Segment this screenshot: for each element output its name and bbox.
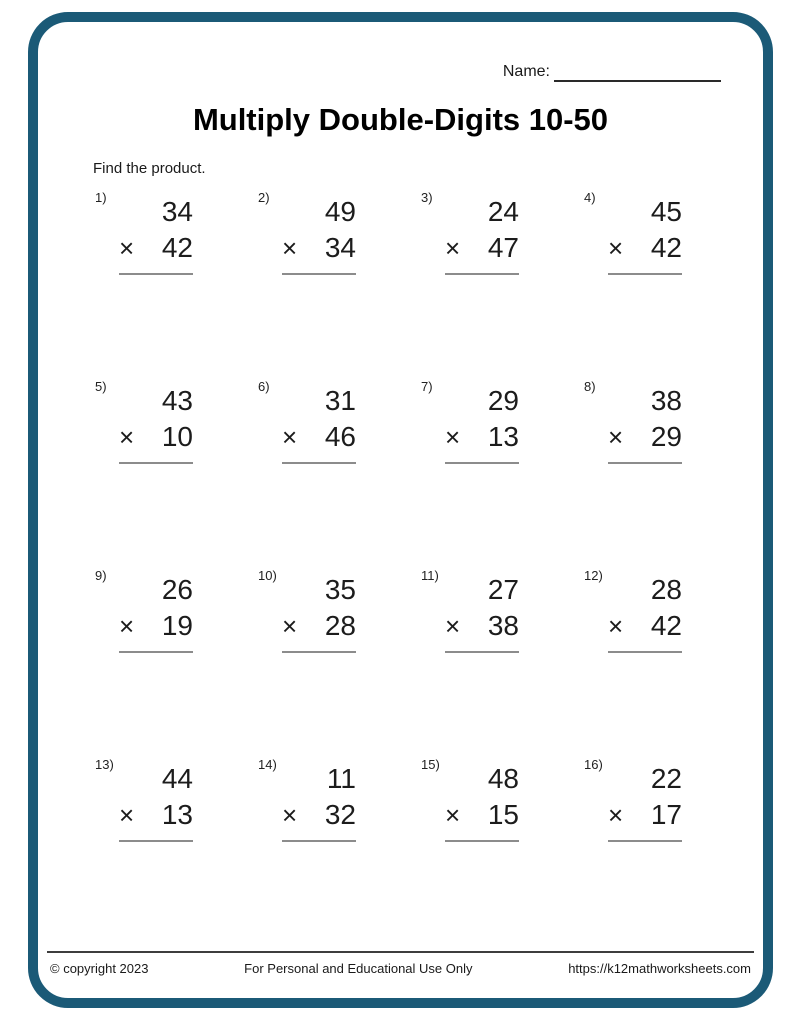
footer-copyright: © copyright 2023 bbox=[50, 961, 149, 976]
multiply-icon: × bbox=[608, 233, 624, 263]
multiplicand: 45 bbox=[650, 196, 682, 227]
multiplication-block bbox=[282, 571, 356, 653]
name-row bbox=[503, 63, 721, 82]
problem-14 bbox=[255, 752, 418, 941]
multiply-icon: × bbox=[119, 233, 135, 263]
problem-number: 3) bbox=[421, 190, 433, 205]
problem-number: 9) bbox=[95, 568, 107, 583]
name-label: Name: bbox=[502, 63, 550, 80]
multiplicand: 24 bbox=[487, 196, 519, 227]
problem-number: 8) bbox=[584, 379, 596, 394]
problem-9 bbox=[92, 563, 255, 752]
footer-divider bbox=[47, 951, 754, 953]
multiplier: 13 bbox=[161, 799, 193, 830]
multiplication-block bbox=[282, 382, 356, 464]
multiplier: 29 bbox=[650, 421, 682, 452]
multiplicand: 44 bbox=[161, 763, 193, 794]
multiplier: 15 bbox=[487, 799, 519, 830]
problem-number: 2) bbox=[258, 190, 270, 205]
problem-number: 7) bbox=[421, 379, 433, 394]
multiply-icon: × bbox=[282, 233, 298, 263]
page-title: Multiply Double-Digits 10-50 bbox=[192, 102, 609, 137]
problem-5 bbox=[92, 374, 255, 563]
problem-13 bbox=[92, 752, 255, 941]
multiplication-block bbox=[445, 760, 519, 842]
multiplier: 42 bbox=[161, 232, 193, 263]
multiplication-block bbox=[608, 193, 682, 275]
problem-number: 10) bbox=[258, 568, 277, 583]
multiplication-block bbox=[608, 382, 682, 464]
multiplier: 17 bbox=[650, 799, 682, 830]
problem-6 bbox=[255, 374, 418, 563]
multiplier: 19 bbox=[161, 610, 193, 641]
footer-site-link: https://k12mathworksheets.com bbox=[568, 961, 751, 976]
multiply-icon: × bbox=[445, 233, 461, 263]
multiplication-block bbox=[119, 760, 193, 842]
problems-grid bbox=[92, 185, 752, 941]
multiply-icon: × bbox=[119, 800, 135, 830]
multiply-icon: × bbox=[608, 422, 624, 452]
multiplicand: 43 bbox=[161, 385, 193, 416]
multiplicand: 49 bbox=[324, 196, 356, 227]
multiply-icon: × bbox=[282, 611, 298, 641]
multiplication-block bbox=[119, 193, 193, 275]
name-fill-in-line bbox=[554, 64, 721, 82]
multiplicand: 27 bbox=[487, 574, 519, 605]
multiplier: 28 bbox=[324, 610, 356, 641]
multiplicand: 48 bbox=[487, 763, 519, 794]
multiplier: 34 bbox=[324, 232, 356, 263]
multiplicand: 22 bbox=[650, 763, 682, 794]
problem-15 bbox=[418, 752, 581, 941]
multiplier: 47 bbox=[487, 232, 519, 263]
problem-1 bbox=[92, 185, 255, 374]
multiply-icon: × bbox=[445, 611, 461, 641]
problem-number: 16) bbox=[584, 757, 603, 772]
multiplication-block bbox=[282, 193, 356, 275]
multiplicand: 11 bbox=[326, 763, 356, 794]
multiplier: 38 bbox=[487, 610, 519, 641]
problem-2 bbox=[255, 185, 418, 374]
multiplier: 32 bbox=[324, 799, 356, 830]
problem-number: 14) bbox=[258, 757, 277, 772]
multiplication-block bbox=[119, 382, 193, 464]
multiplier: 10 bbox=[161, 421, 193, 452]
multiply-icon: × bbox=[445, 422, 461, 452]
multiply-icon: × bbox=[282, 422, 298, 452]
multiplier: 42 bbox=[650, 232, 682, 263]
multiplication-block bbox=[282, 760, 356, 842]
multiplier: 42 bbox=[650, 610, 682, 641]
multiply-icon: × bbox=[608, 800, 624, 830]
multiplier: 46 bbox=[324, 421, 356, 452]
multiply-icon: × bbox=[445, 800, 461, 830]
multiplicand: 31 bbox=[324, 385, 356, 416]
problem-11 bbox=[418, 563, 581, 752]
problem-number: 4) bbox=[584, 190, 596, 205]
problem-3 bbox=[418, 185, 581, 374]
problem-10 bbox=[255, 563, 418, 752]
footer bbox=[50, 961, 751, 976]
problem-number: 5) bbox=[95, 379, 107, 394]
multiply-icon: × bbox=[282, 800, 298, 830]
multiplicand: 35 bbox=[324, 574, 356, 605]
multiplication-block bbox=[608, 571, 682, 653]
multiplication-block bbox=[445, 571, 519, 653]
worksheet-page bbox=[28, 12, 773, 1008]
problem-number: 13) bbox=[95, 757, 114, 772]
multiply-icon: × bbox=[119, 611, 135, 641]
multiplicand: 34 bbox=[161, 196, 193, 227]
multiplication-block bbox=[445, 193, 519, 275]
problem-number: 1) bbox=[95, 190, 107, 205]
multiplicand: 29 bbox=[487, 385, 519, 416]
problem-number: 11) bbox=[421, 568, 439, 583]
problem-number: 12) bbox=[584, 568, 603, 583]
problem-number: 6) bbox=[258, 379, 270, 394]
problem-number: 15) bbox=[421, 757, 440, 772]
problem-8 bbox=[581, 374, 744, 563]
multiplier: 13 bbox=[487, 421, 519, 452]
multiplication-block bbox=[445, 382, 519, 464]
instruction-text: Find the product. bbox=[93, 160, 206, 177]
problem-12 bbox=[581, 563, 744, 752]
problem-7 bbox=[418, 374, 581, 563]
problem-4 bbox=[581, 185, 744, 374]
multiplication-block bbox=[119, 571, 193, 653]
multiplication-block bbox=[608, 760, 682, 842]
multiplicand: 26 bbox=[161, 574, 193, 605]
multiplicand: 38 bbox=[650, 385, 682, 416]
multiply-icon: × bbox=[608, 611, 624, 641]
problem-16 bbox=[581, 752, 744, 941]
multiplicand: 28 bbox=[650, 574, 682, 605]
footer-usage-note: For Personal and Educational Use Only bbox=[244, 961, 473, 976]
multiply-icon: × bbox=[119, 422, 135, 452]
